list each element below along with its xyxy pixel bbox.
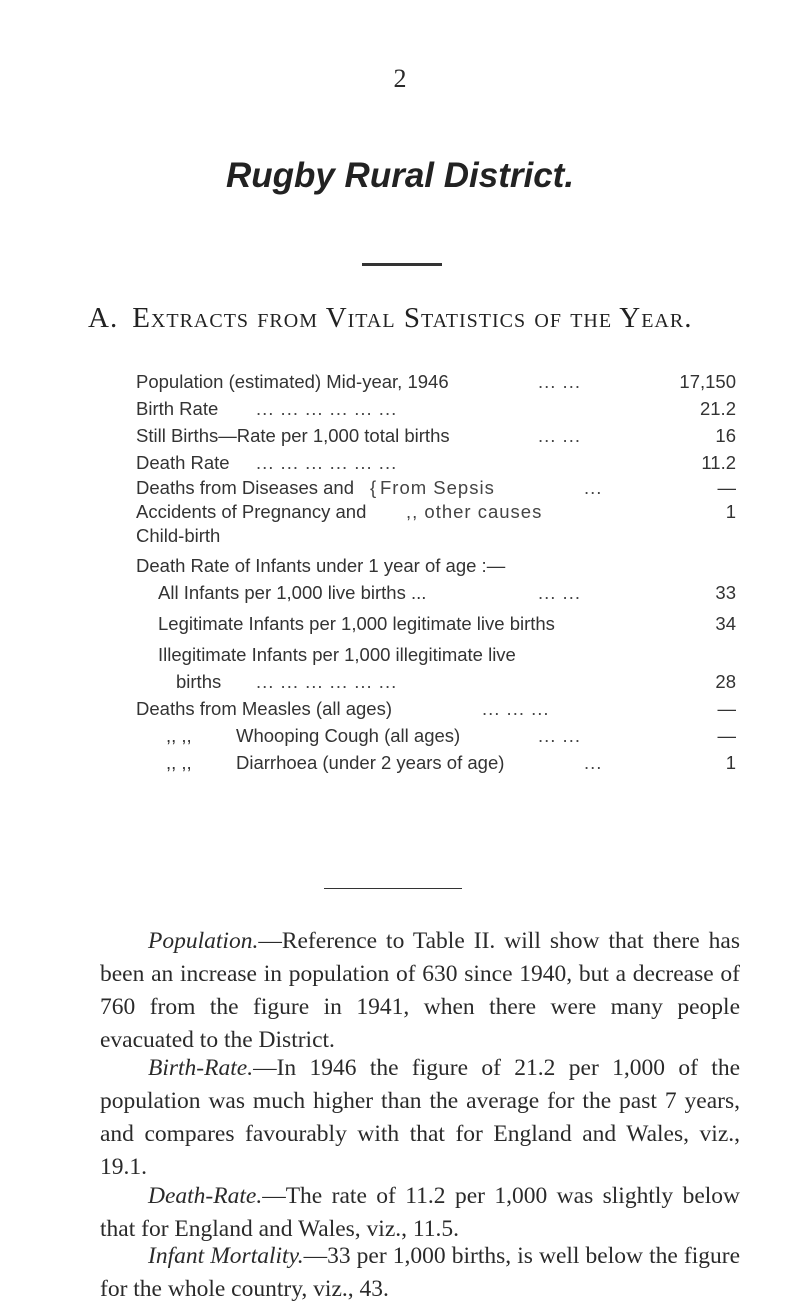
stat-sublabel: ,, other causes <box>406 501 543 522</box>
title-divider <box>362 263 442 266</box>
stat-value: 11.2 <box>701 452 736 473</box>
stat-row-illegitimate-cont <box>136 668 736 695</box>
stat-row-maternal-sepsis <box>136 476 736 500</box>
section-letter: A. <box>88 302 119 334</box>
leader-dots: ... <box>584 752 603 773</box>
paragraph-text: —Reference to Table II. will show that there has been an increase in population of 630 since 1940, but a decrease of 760 from the figure in 1941, when there were many people evacuated to the District. <box>100 928 740 1053</box>
leader-dots: ... ... <box>538 725 581 746</box>
stat-row-diarrhoea <box>136 749 736 776</box>
page-title: Rugby Rural District. <box>225 156 575 195</box>
paragraph-head: Population. <box>148 928 259 954</box>
stat-label: Still Births—Rate per 1,000 total births <box>136 425 450 446</box>
paragraph-infant-mortality <box>100 1240 740 1306</box>
stat-label: Population (estimated) Mid-year, 1946 <box>136 371 449 392</box>
paragraph-head: Birth-Rate. <box>148 1055 254 1081</box>
stat-row-whooping-cough <box>136 722 736 749</box>
stat-value: 17,150 <box>679 371 736 392</box>
stat-row-still-births <box>136 422 736 449</box>
section-title: Extracts from Vital Statistics of the Year. <box>132 302 693 334</box>
leader-dots: ... ... ... <box>482 698 550 719</box>
stat-label: Illegitimate Infants per 1,000 illegitimate live <box>158 644 516 665</box>
paragraph-head: Infant Mortality. <box>148 1243 304 1269</box>
ditto-marks: ,, ,, <box>166 725 192 746</box>
stat-label: Death Rate <box>136 452 230 473</box>
stat-value: 33 <box>715 582 736 603</box>
stat-value: 34 <box>715 613 736 634</box>
leader-dots: ... ... ... ... ... ... <box>256 452 398 473</box>
stat-value: 21.2 <box>699 398 736 419</box>
leader-dots: ... <box>584 477 603 498</box>
stat-row-illegitimate <box>136 641 736 668</box>
paragraph-head: Death-Rate. <box>148 1183 263 1209</box>
stat-label: Death Rate of Infants under 1 year of age :— <box>136 555 506 576</box>
ditto-marks: ,, ,, <box>166 752 192 773</box>
stat-row-death-rate <box>136 449 736 476</box>
paragraph-death-rate <box>100 1180 740 1246</box>
stat-row-measles <box>136 695 736 722</box>
stat-value: — <box>717 725 736 746</box>
stat-label: births <box>176 671 222 692</box>
stat-value: 1 <box>725 752 736 773</box>
stat-label: Legitimate Infants per 1,000 legitimate live births <box>158 613 555 634</box>
section-heading <box>88 302 692 335</box>
page-number: 2 <box>393 64 407 93</box>
stat-value: 1 <box>725 501 736 522</box>
leader-dots: ... ... <box>538 425 581 446</box>
stat-value: — <box>717 477 736 498</box>
stat-label: Deaths from Diseases and <box>136 477 354 498</box>
stat-sublabel: From Sepsis <box>380 477 495 498</box>
stat-row-birth-rate <box>136 395 736 422</box>
stat-row-maternal-other <box>136 500 736 524</box>
stat-label: Whooping Cough (all ages) <box>236 725 461 746</box>
stat-row-population <box>136 368 736 395</box>
stat-value: 16 <box>715 425 736 446</box>
paragraph-birth-rate <box>100 1052 740 1184</box>
brace-icon: { <box>370 477 378 498</box>
stat-value: — <box>717 698 736 719</box>
vital-statistics-table <box>136 368 736 776</box>
stat-row-infant-heading <box>136 552 736 579</box>
stat-label: Child-birth <box>136 525 221 546</box>
stat-value: 28 <box>715 671 736 692</box>
paragraph-text: —33 per 1,000 births, is well below the figure for the whole country, viz., 43. <box>100 1243 740 1302</box>
paragraph-text: —In 1946 the figure of 21.2 per 1,000 of the population was much higher than the average for the past 7 years, and compares favourably with that for England and Wales, viz., 19.1. <box>100 1055 740 1180</box>
section-divider <box>324 888 462 889</box>
leader-dots: ... ... <box>538 371 581 392</box>
stat-label: Birth Rate <box>136 398 219 419</box>
stat-row-all-infants <box>136 579 736 606</box>
leader-dots: ... ... ... ... ... ... <box>256 671 398 692</box>
stat-label: Diarrhoea (under 2 years of age) <box>236 752 505 773</box>
paragraph-text: —The rate of 11.2 per 1,000 was slightly below that for England and Wales, viz., 11.5. <box>100 1183 740 1242</box>
leader-dots: ... ... ... ... ... ... <box>256 398 398 419</box>
paragraph-population <box>100 925 740 1057</box>
stat-label: Deaths from Measles (all ages) <box>136 698 393 719</box>
stat-label: All Infants per 1,000 live births ... <box>158 582 427 603</box>
stat-row-maternal-cont <box>136 524 736 548</box>
stat-row-legitimate <box>136 610 736 637</box>
stat-label: Accidents of Pregnancy and <box>136 501 367 522</box>
leader-dots: ... ... <box>538 582 581 603</box>
